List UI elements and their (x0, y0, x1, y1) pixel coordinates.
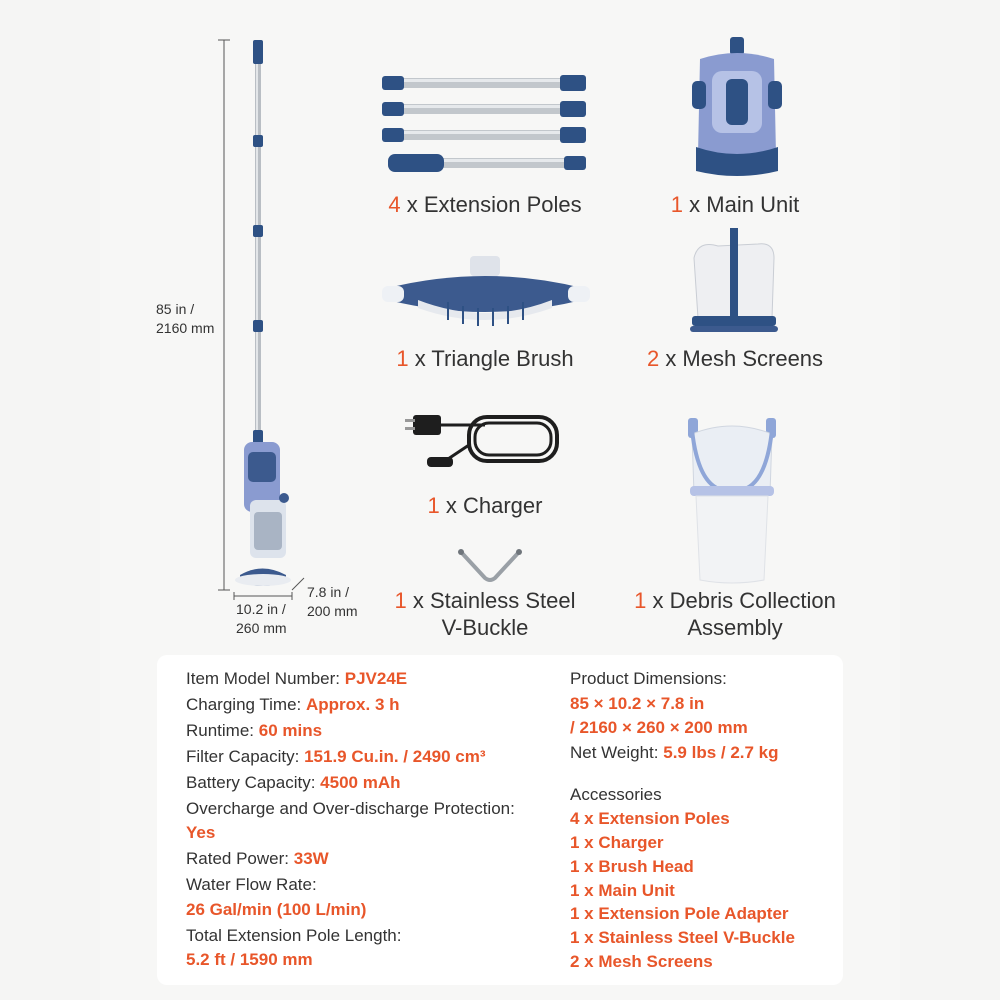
spec-pole-length-label: Total Extension Pole Length: (186, 926, 402, 945)
accessory-item: 4 x Extension Poles (570, 809, 730, 828)
spec-pole-length-value: 5.2 ft / 1590 mm (186, 950, 313, 969)
width-dimension-label: 10.2 in / 260 mm (236, 601, 287, 636)
mesh-screens-image (688, 228, 780, 340)
accessory-item: 2 x Mesh Screens (570, 952, 713, 971)
assembled-vacuum-illustration (200, 30, 320, 630)
accessory-item: 1 x Main Unit (570, 881, 675, 900)
spec-runtime: Runtime: 60 mins (186, 721, 323, 740)
spec-protection-value: Yes (186, 823, 216, 842)
spec-dimensions-label: Product Dimensions: (570, 669, 727, 688)
item-extension-poles: 4 x Extension Poles (388, 192, 582, 217)
debris-assembly-image (682, 414, 782, 586)
item-v-buckle: 1 x Stainless Steel V-Buckle (394, 588, 576, 640)
triangle-brush-image (378, 252, 593, 332)
accessory-item: 1 x Stainless Steel V-Buckle (570, 928, 795, 947)
accessory-item: 1 x Charger (570, 833, 664, 852)
depth-dimension-label: 7.8 in / 200 mm (307, 584, 358, 619)
spec-net-weight: Net Weight: 5.9 lbs / 2.7 kg (570, 743, 779, 762)
accessories-heading: Accessories (570, 785, 662, 804)
item-mesh-screens: 2 x Mesh Screens (646, 346, 824, 371)
extension-poles-image (380, 70, 595, 180)
spec-rated-power: Rated Power: 33W (186, 849, 329, 868)
height-dimension-label: 85 in / 2160 mm (156, 301, 215, 336)
accessory-item: 1 x Brush Head (570, 857, 694, 876)
item-debris-assembly: 1 x Debris Collection Assembly (634, 588, 836, 640)
spec-water-flow-label: Water Flow Rate: (186, 875, 317, 894)
spec-dimensions-value-2: / 2160 × 260 × 200 mm (570, 718, 748, 737)
spec-dimensions-value-1: 85 × 10.2 × 7.8 in (570, 694, 705, 713)
spec-protection-label: Overcharge and Over-discharge Protection: (186, 799, 515, 818)
item-charger: 1 x Charger (427, 493, 543, 518)
item-triangle-brush: 1 x Triangle Brush (396, 346, 574, 371)
accessory-item: 1 x Extension Pole Adapter (570, 904, 789, 923)
main-unit-image (680, 35, 790, 185)
spec-water-flow-value: 26 Gal/min (100 L/min) (186, 900, 367, 919)
v-buckle-image (455, 546, 525, 586)
spec-charging-time: Charging Time: Approx. 3 h (186, 695, 400, 714)
charger-image (405, 405, 565, 477)
spec-model-number: Item Model Number: PJV24E (186, 669, 408, 688)
item-main-unit: 1 x Main Unit (670, 192, 800, 217)
spec-filter-capacity: Filter Capacity: 151.9 Cu.in. / 2490 cm³ (186, 747, 486, 766)
spec-battery-capacity: Battery Capacity: 4500 mAh (186, 773, 401, 792)
